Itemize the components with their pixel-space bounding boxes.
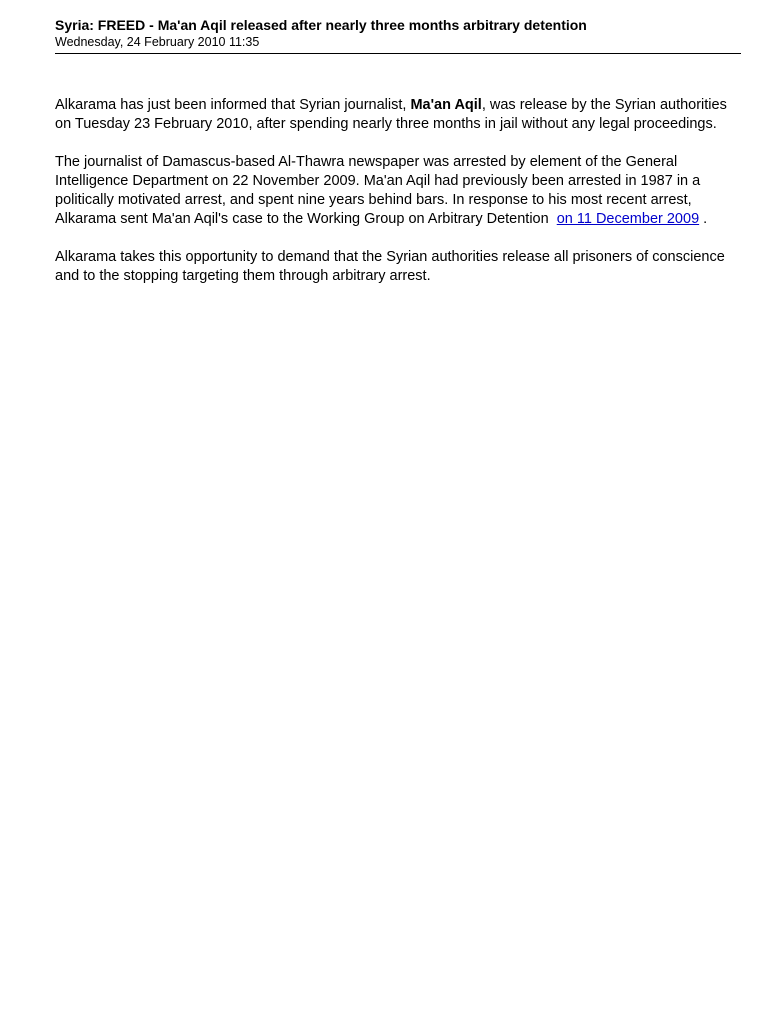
december-2009-link[interactable]: on 11 December 2009 (556, 211, 700, 227)
journalist-name: Ma'an Aqil (410, 97, 482, 113)
article-title: Syria: FREED - Ma'an Aqil released after nearly three months arbitrary detention (55, 17, 587, 33)
document-page (55, 16, 741, 305)
paragraph-2-text: The journalist of Damascus-based Al-Thawra newspaper was arrested by element of the General Intelligence Department on 22 November 2009. Ma'an Aqil had previously been arrested in 1987 in a politically motivated arrest, and spent nine years behind bars. In response to his most recent arrest, Alkarama sent Ma'an Aqil's case to the Working Group on Arbitrary Detention (55, 154, 701, 227)
article-header (55, 16, 741, 54)
article-date: Wednesday, 24 February 2010 11:35 (55, 35, 260, 49)
paragraph-3: Alkarama takes this opportunity to demand that the Syrian authorities release all prisoners of conscience and to the stopping targeting them through arbitrary arrest. (55, 249, 725, 284)
paragraph-1-intro: Alkarama has just been informed that Syrian journalist, (55, 97, 411, 113)
article-body (55, 96, 741, 286)
paragraph-1-rest: , was release by the Syrian authorities on Tuesday 23 February 2010, after spending nearly three months in jail without any legal proceedings. (55, 97, 727, 132)
paragraph-2-end: . (699, 211, 708, 227)
paragraph-1 (55, 96, 741, 134)
paragraph-2 (55, 153, 741, 229)
